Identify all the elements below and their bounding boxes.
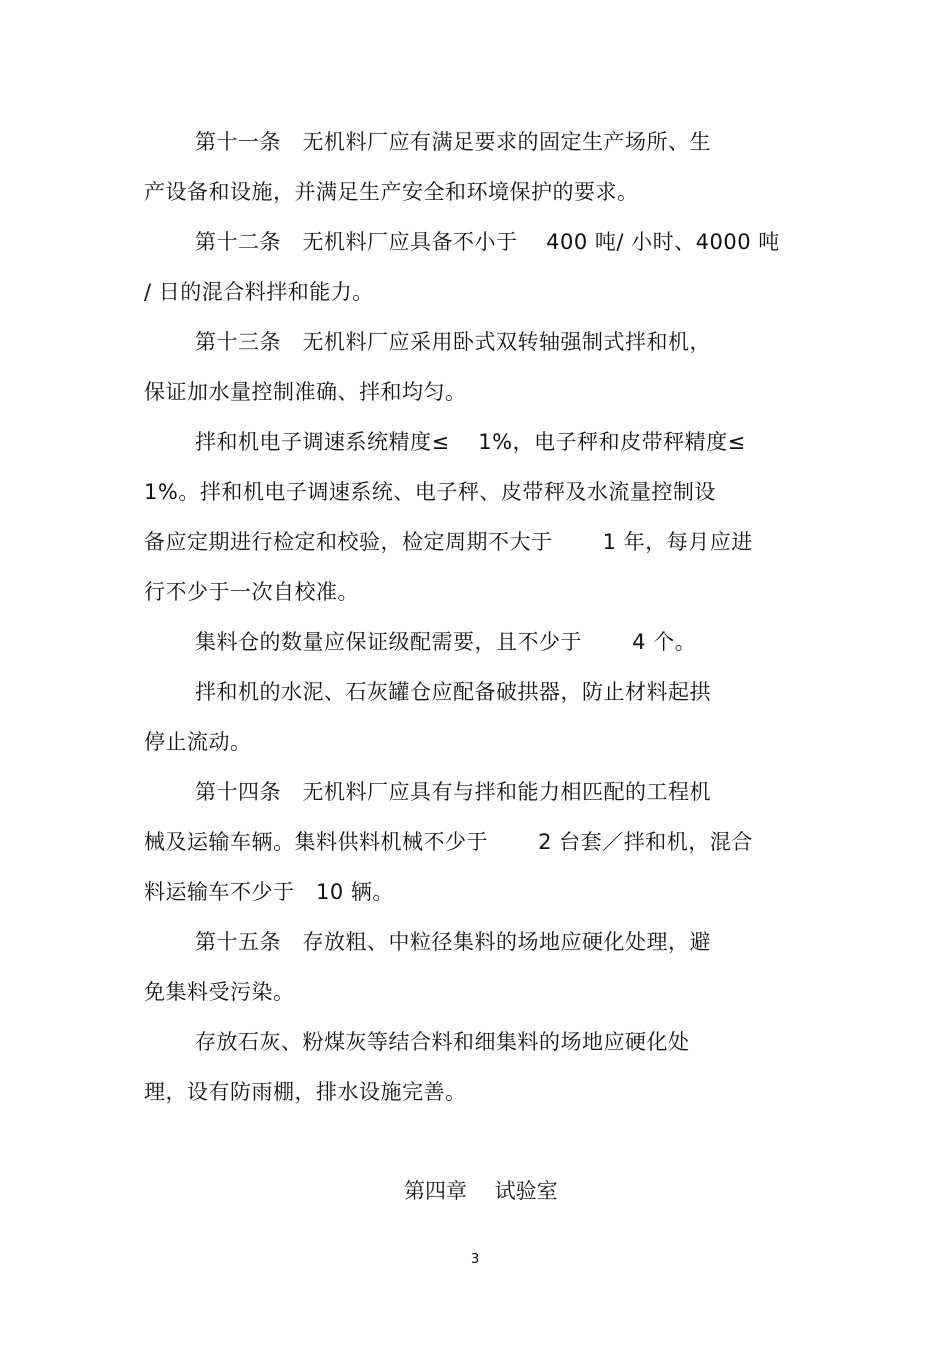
text-line: 产设备和设施，并满足生产安全和环境保护的要求。 [144,180,639,204]
text-line: 料运输车不少于 10 辆。 [144,880,394,904]
text-line: 械及运输车辆。集料供料机械不少于 2 台套／拌和机，混合 [144,830,753,854]
text-line: 行不少于一次自校准。 [144,580,359,604]
text-line: 第十五条 存放粗、中粒径集料的场地应硬化处理，避 [195,930,711,954]
text-line: 保证加水量控制准确、拌和均匀。 [144,380,467,404]
chapter-heading: 第四章 试验室 [404,1179,558,1203]
text-line: 集料仓的数量应保证级配需要，且不少于 4 个。 [195,630,697,654]
text-line: 第十一条 无机料厂应有满足要求的固定生产场所、生 [195,130,711,154]
text-line: / 日的混合料拌和能力。 [144,280,374,304]
text-line: 理，设有防雨棚，排水设施完善。 [144,1080,467,1104]
page-number: 3 [471,1252,480,1267]
text-line: 第十四条 无机料厂应具有与拌和能力相匹配的工程机 [195,780,711,804]
text-line: 第十二条 无机料厂应具备不小于 400 吨/ 小时、4000 吨 [195,230,780,254]
text-line: 停止流动。 [144,730,252,754]
text-line: 第十三条 无机料厂应采用卧式双转轴强制式拌和机， [195,330,711,354]
text-line: 1%。拌和机电子调速系统、电子秤、皮带秤及水流量控制设 [144,480,716,504]
text-line: 免集料受污染。 [144,980,295,1004]
text-line: 拌和机电子调速系统精度≤ 1%，电子秤和皮带秤精度≤ [195,430,746,454]
text-line: 备应定期进行检定和校验，检定周期不大于 1 年，每月应进 [144,530,753,554]
text-line: 存放石灰、粉煤灰等结合料和细集料的场地应硬化处 [195,1030,690,1054]
text-line: 拌和机的水泥、石灰罐仓应配备破拱器，防止材料起拱 [195,680,711,704]
